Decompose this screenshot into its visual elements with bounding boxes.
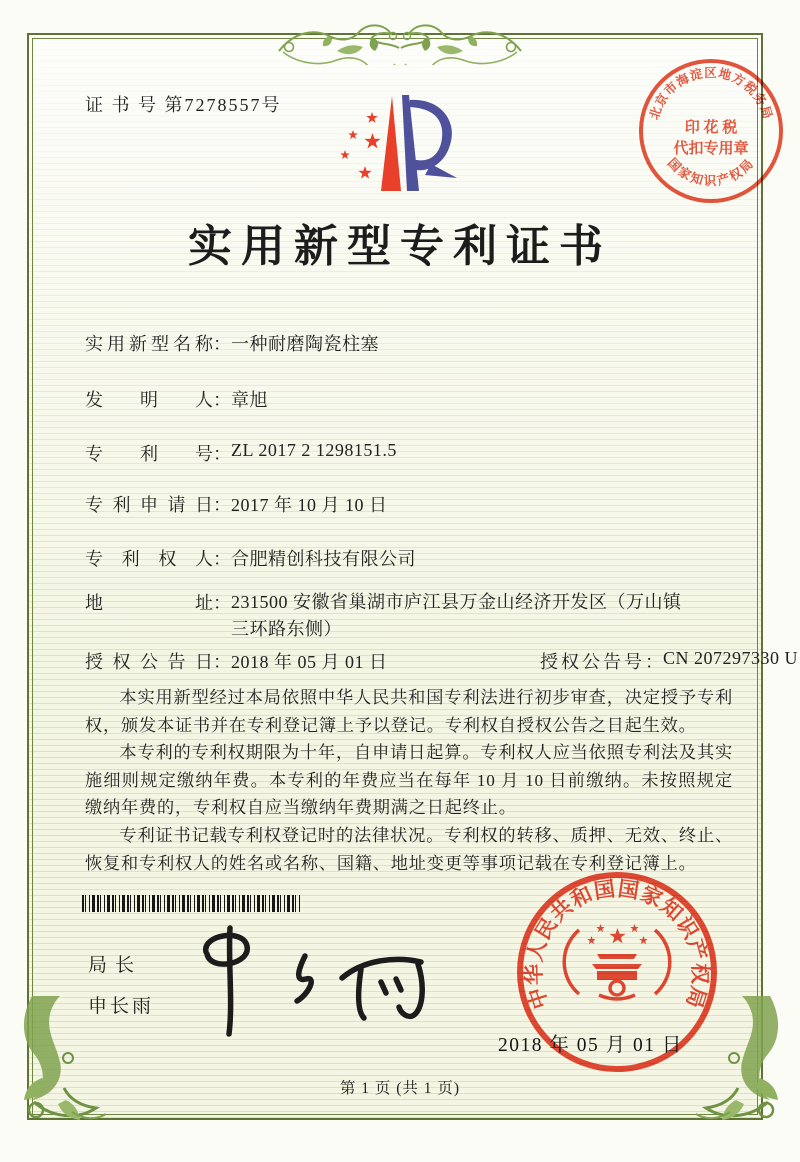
field-value: 2018 年 05 月 01 日 (231, 652, 388, 672)
field-label: 地址 (85, 593, 213, 613)
tax-stamp-outer-text: 北京市海淀区地方税务局 (647, 65, 775, 122)
national-emblem-icon (564, 924, 670, 999)
field-value: 一种耐磨陶瓷柱塞 (231, 334, 379, 354)
field-value: 章旭 (231, 390, 268, 410)
field-value: ZL 2017 2 1298151.5 (231, 440, 397, 460)
certificate-title: 实用新型专利证书 (188, 222, 612, 271)
field-grant-no (540, 648, 798, 674)
field-row-filing-date (85, 491, 388, 517)
seal-date: 2018 年 05 月 01 日 (498, 1035, 683, 1056)
field-value: 2017 年 10 月 10 日 (231, 495, 388, 515)
field-colon: ： (213, 390, 231, 410)
legal-paragraph-1: 本实用新型经过本局依照中华人民共和国专利法进行初步审查，决定授予专利权，颁发本证书并在专利登记簿上予以登记。专利权自授权公告之日起生效。 (85, 688, 733, 735)
svg-text:北京市海淀区地方税务局 (647, 65, 775, 122)
address-line1: 231500 安徽省巢湖市庐江县万金山经济开发区（万山镇 (231, 592, 682, 612)
seal-ring-text: 中华人民共和国国家知识产权局 (521, 876, 713, 1012)
field-colon: ： (213, 495, 231, 515)
svg-text:国家知识产权局 (665, 156, 757, 189)
field-row-inventor (85, 386, 268, 412)
field-row-address (85, 589, 701, 643)
svg-text:中华人民共和国国家知识产权局 (522, 876, 712, 1011)
field-colon: ： (213, 334, 231, 354)
field-row-grant (85, 648, 799, 674)
commissioner-title: 局长 (88, 955, 143, 976)
legal-text (85, 684, 733, 877)
field-label: 专利权人 (85, 549, 213, 569)
legal-paragraph-3: 专利证书记载专利权登记时的法律状况。专利权的转移、质押、无效、终止、恢复和专利权人的姓名或名称、国籍、地址变更等事项记载在专利登记簿上。 (85, 825, 733, 873)
legal-paragraph-2: 本专利的专利权期限为十年，自申请日起算。专利权人应当依照专利法及其实施细则规定缴纳年费。本专利的年费应当在每年 10 月 10 日前缴纳。未按照规定缴纳年费的，专利权自应当缴纳年费期满之日起终止。 (85, 743, 733, 818)
field-label: 授权公告号 (540, 652, 645, 672)
top-border-ornament-icon (277, 9, 523, 65)
tax-stamp-line1: 印 花 税 (684, 120, 738, 136)
field-label: 实用新型名称 (85, 334, 213, 354)
field-colon: ： (645, 652, 663, 672)
tax-stamp-line2: 代扣专用章 (673, 141, 749, 157)
field-colon: ： (213, 652, 231, 672)
certificate-number: 证 书 号 第7278557号 (85, 95, 282, 115)
field-value: 合肥精创科技有限公司 (231, 549, 416, 569)
page-footer: 第 1 页 (共 1 页) (339, 1080, 461, 1097)
field-colon: ： (213, 549, 231, 569)
tax-stamp-icon (633, 53, 789, 209)
field-label: 专利申请日 (85, 495, 213, 515)
field-value: CN 207297330 U (663, 648, 799, 668)
cnipa-logo-icon (333, 78, 483, 206)
commissioner-name: 申长雨 (88, 996, 155, 1017)
field-row-patentee (85, 545, 416, 571)
field-row-patent-no (85, 440, 397, 466)
field-row-name (85, 330, 379, 356)
address-line2: 三环路东侧） (231, 619, 342, 639)
field-label: 发明人 (85, 390, 213, 410)
field-label: 授权公告日 (85, 652, 213, 672)
field-colon: ： (213, 444, 231, 464)
tax-stamp-bottom-text: 国家知识产权局 (664, 155, 758, 189)
field-label: 专利号 (85, 444, 213, 464)
handwritten-signature (185, 922, 435, 1040)
field-value (231, 589, 701, 643)
barcode (82, 895, 300, 912)
field-colon: ： (213, 593, 231, 613)
